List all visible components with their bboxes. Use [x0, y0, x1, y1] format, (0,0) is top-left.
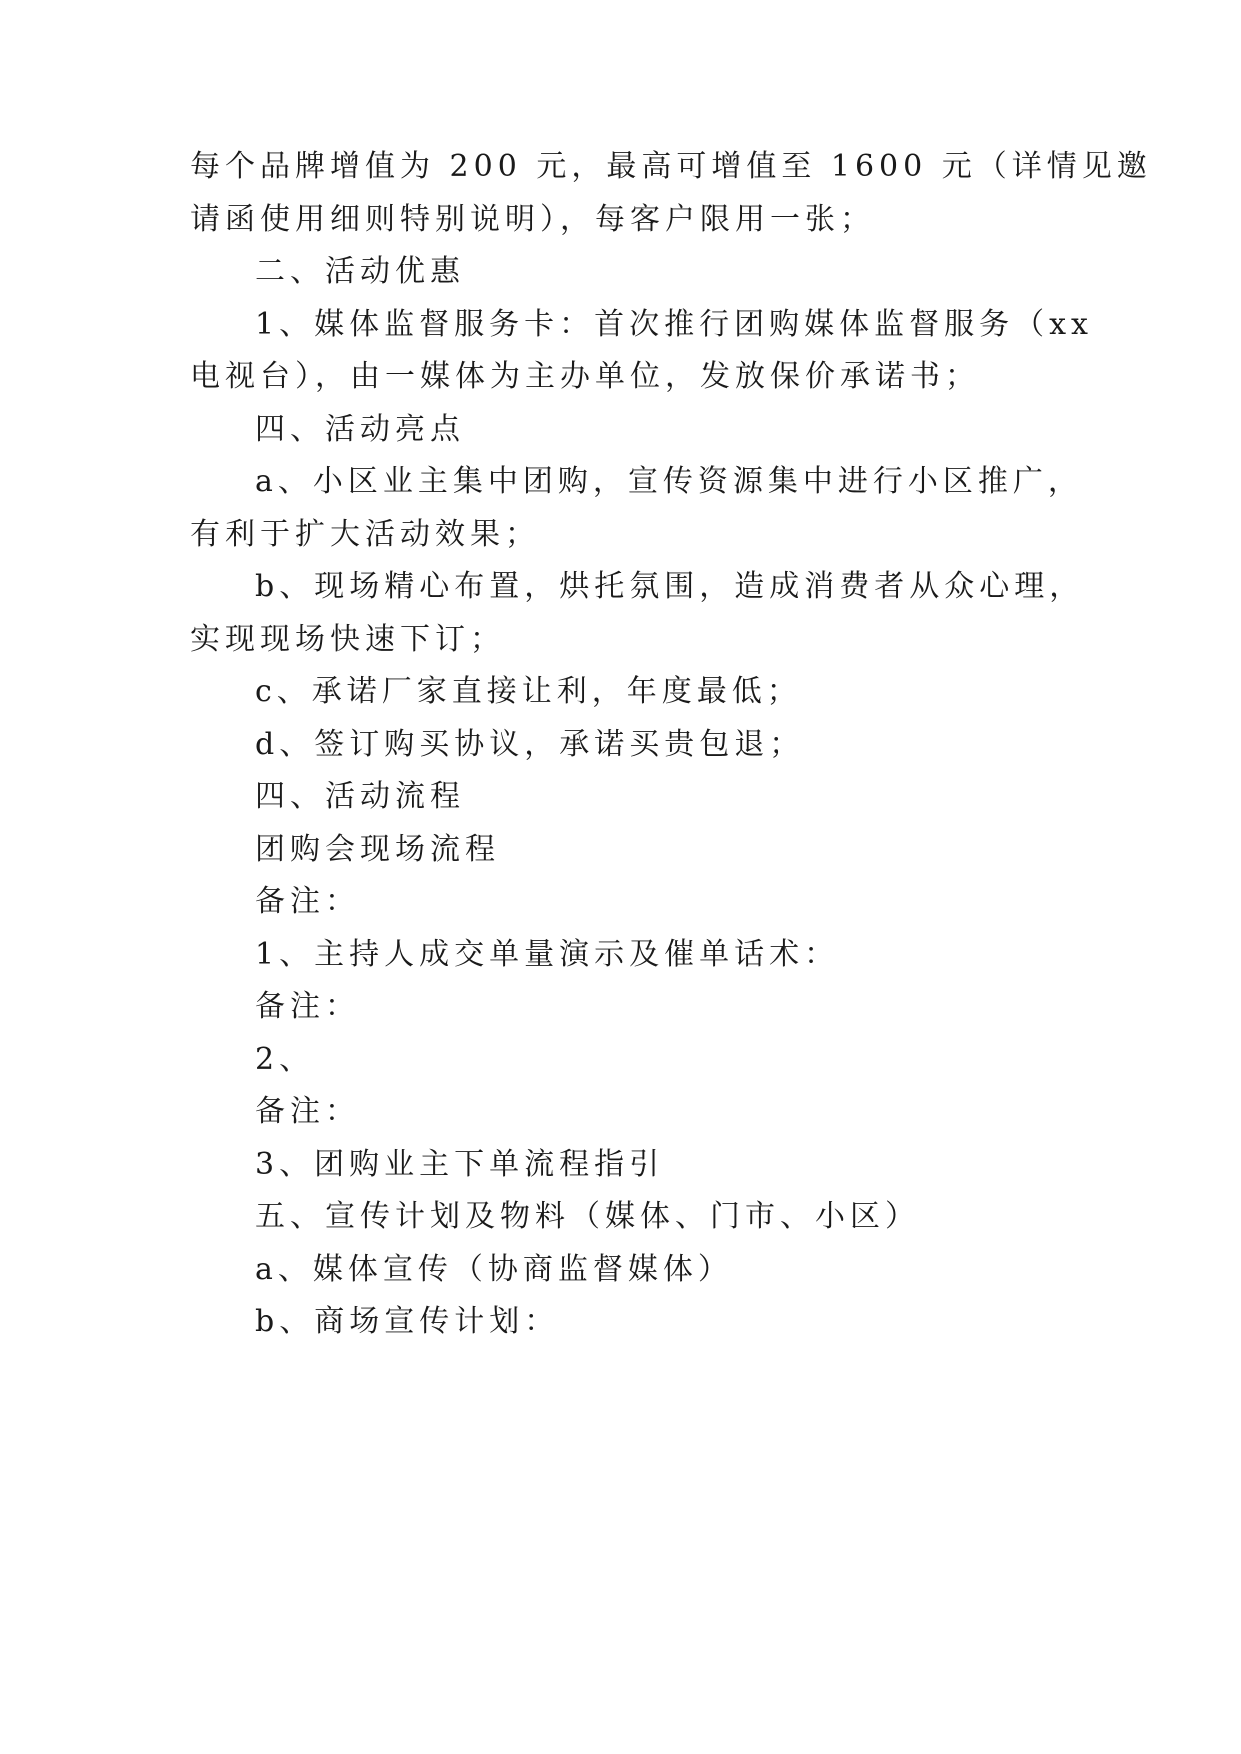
- paragraph-line: 有利于扩大活动效果；: [190, 517, 540, 552]
- paragraph-line: b、现场精心布置，烘托氛围，造成消费者从众心理，: [255, 569, 1085, 604]
- paragraph-line: c、承诺厂家直接让利，年度最低；: [255, 674, 802, 709]
- paragraph-line: 2、: [255, 1042, 315, 1077]
- paragraph-line: 团购会现场流程: [255, 832, 500, 867]
- paragraph-line: d、签订购买协议，承诺买贵包退；: [255, 727, 805, 762]
- paragraph-line: 1、媒体监督服务卡：首次推行团购媒体监督服务（xx: [255, 307, 1093, 342]
- section-heading: 二、活动优惠: [255, 254, 465, 289]
- paragraph-line: a、小区业主集中团购，宣传资源集中进行小区推广，: [255, 464, 1083, 499]
- paragraph-line: 3、团购业主下单流程指引: [255, 1147, 665, 1182]
- paragraph-line: 每个品牌增值为 200 元，最高可增值至 1600 元（详情见邀: [190, 149, 1152, 184]
- note-label: 备注：: [255, 989, 360, 1024]
- paragraph-line: 1、主持人成交单量演示及催单话术：: [255, 937, 840, 972]
- paragraph-line: a、媒体宣传（协商监督媒体）: [255, 1252, 733, 1287]
- section-heading: 四、活动亮点: [255, 412, 465, 447]
- paragraph-line: b、商场宣传计划：: [255, 1304, 560, 1339]
- note-label: 备注：: [255, 1094, 360, 1129]
- note-label: 备注：: [255, 884, 360, 919]
- paragraph-line: 电视台），由一媒体为主办单位，发放保价承诺书；: [190, 359, 980, 394]
- section-heading: 五、宣传计划及物料（媒体、门市、小区）: [255, 1199, 920, 1234]
- paragraph-line: 实现现场快速下订；: [190, 622, 505, 657]
- section-heading: 四、活动流程: [255, 779, 465, 814]
- paragraph-line: 请函使用细则特别说明），每客户限用一张；: [190, 202, 875, 237]
